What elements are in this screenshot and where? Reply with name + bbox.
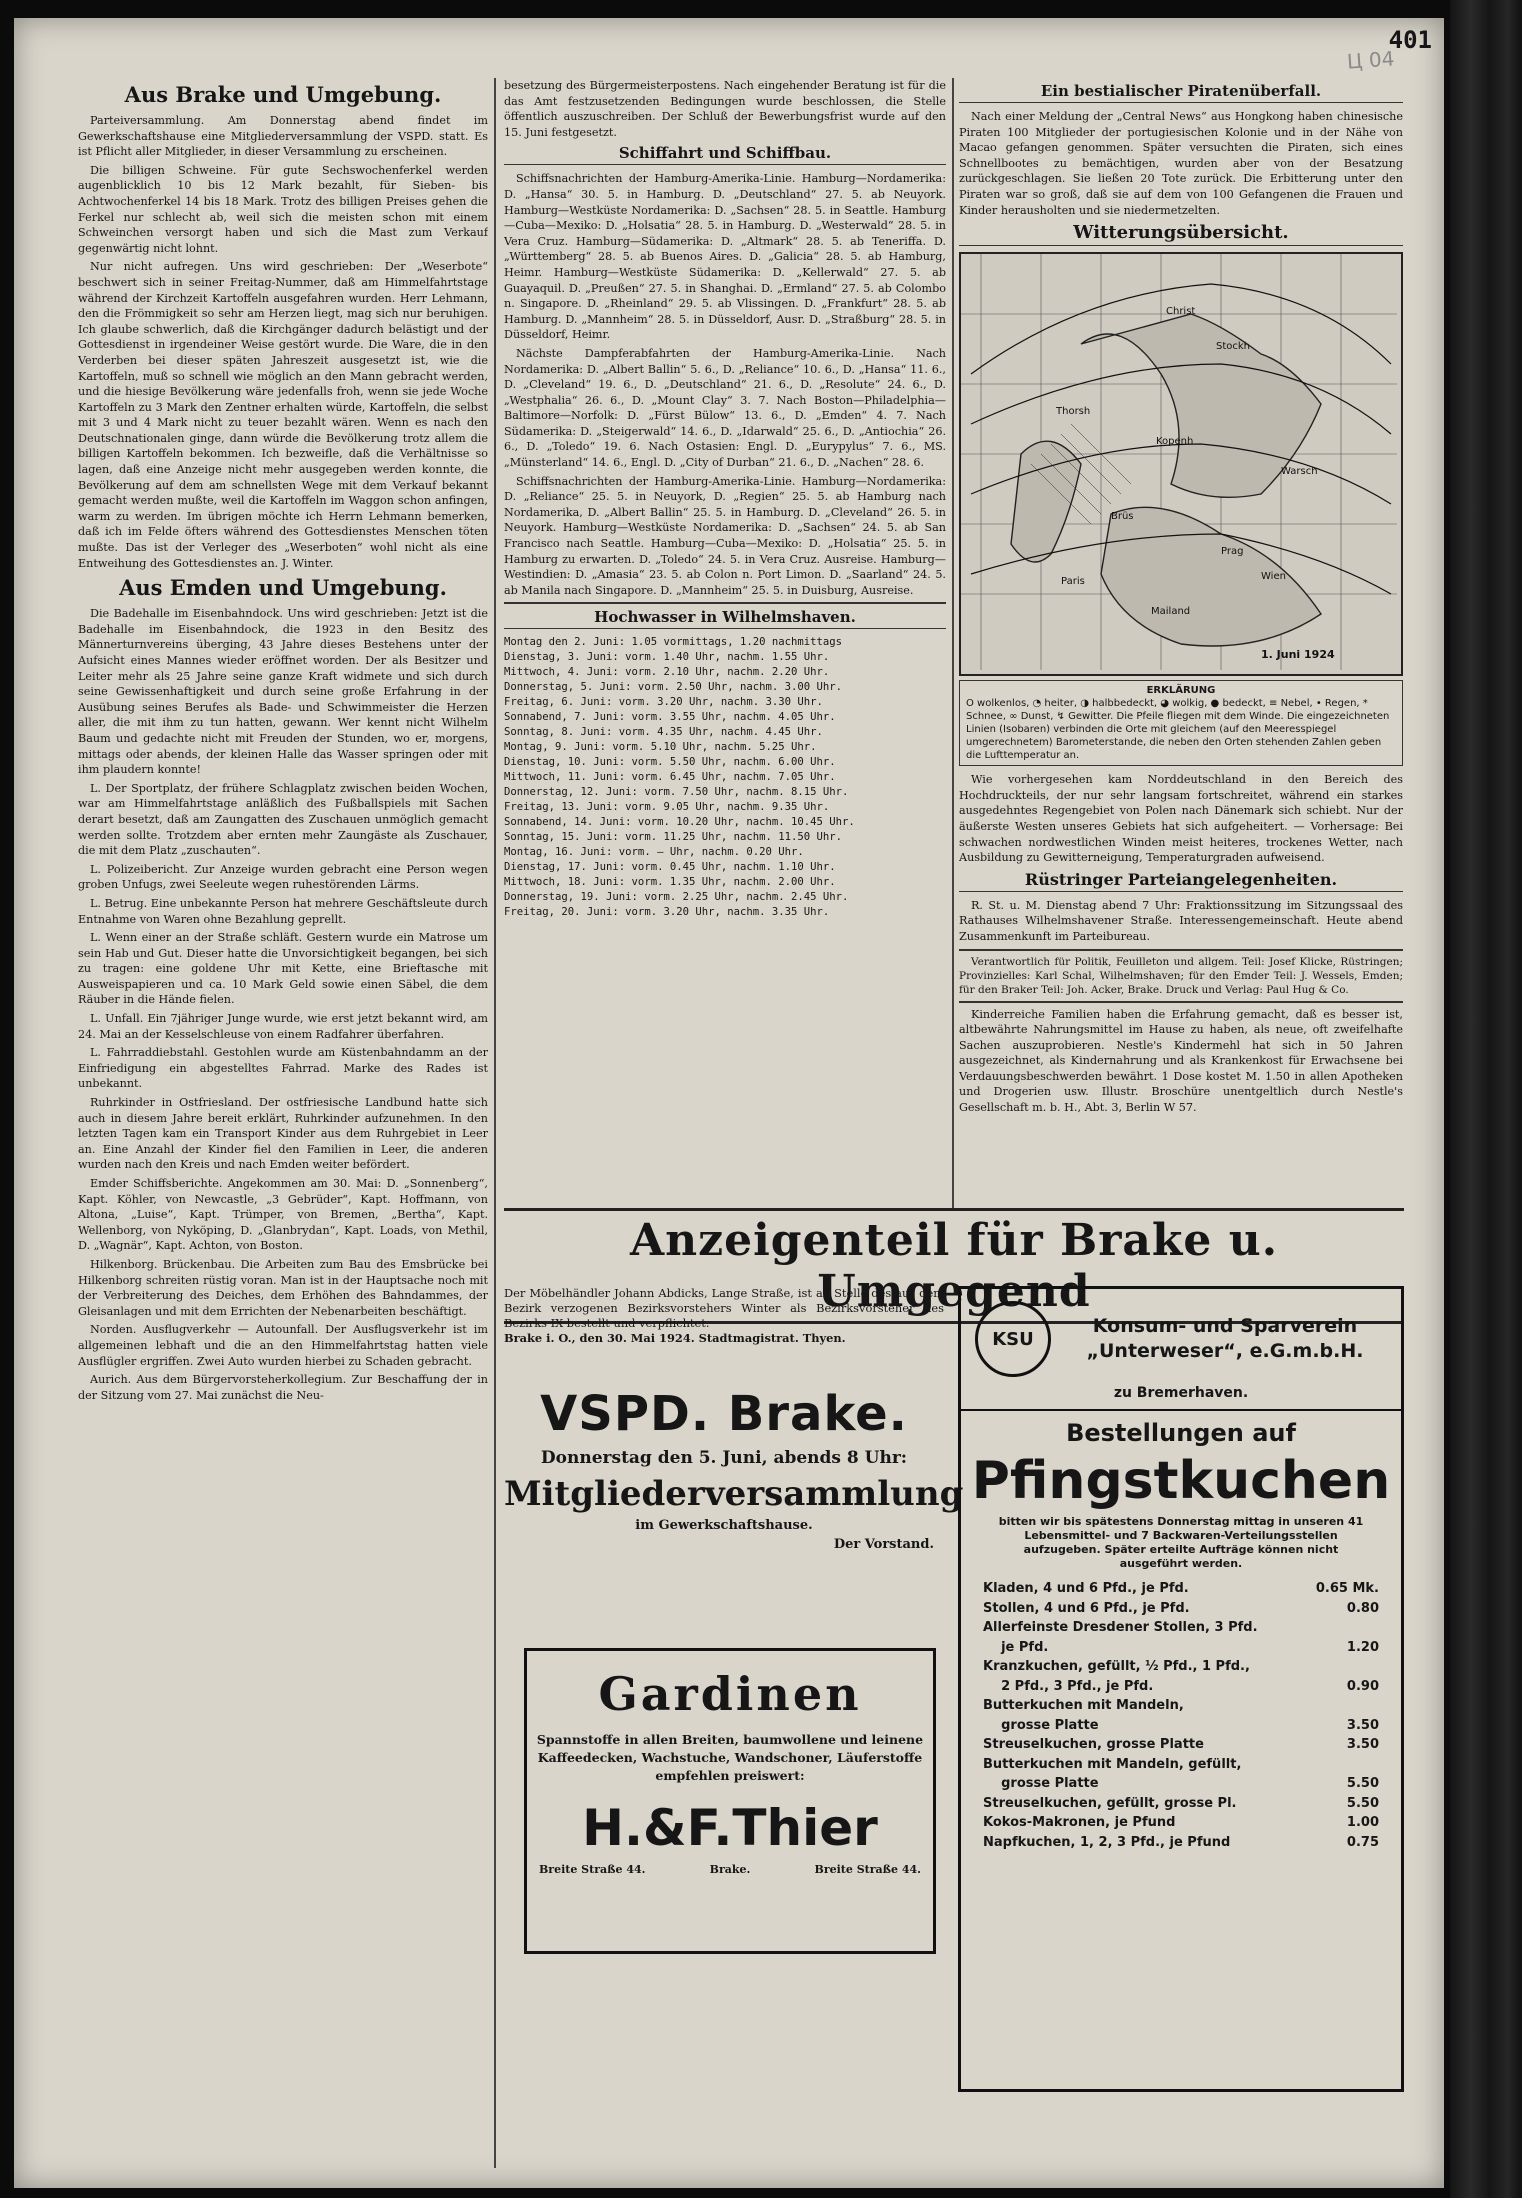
shipping-paragraph: Schiffsnachrichten der Hamburg-Amerika-Linie. Hamburg—Nordamerika: D. „Hansa“ 30. 5. in Hamburg. D. „Deutschland“ 27. 5. ab Neuyork. Hamburg—Westküste Nordamerika: D. „Sachsen“ 28. 5. in Seattle. Hamburg—Cuba—Mexiko: D. „Holsatia“ 28. 5. in Hamburg. D. „Westerwald“ 28. 5. in Vera Cruz. Hamburg—Südamerika: D. „Altmark“ 28. 5. ab Teneriffa. D. „Württemberg“ 28. 5. ab Buenos Aires. D. „Galicia“ 28. 5. ab Hamburg, Heimr. Hamburg—Westküste Südamerika: D. „Kellerwald“ 27. 5. ab Guayaquil. D. „Preußen“ 27. 5. in Shanghai. D. „Ermland“ 27. 5. ab Colombo n. Singapore. D. „Rheinland“ 29. 5. ab Vlissingen. D. „Frankfurt“ 28. 5. ab Hamburg. D. „Mannheim“ 28. 5. in Düsseldorf, Ausr. D. „Straßburg“ 28. 5. in Düsseldorf, Heimr. <box>504 172 946 342</box>
emden-articles <box>78 606 488 1403</box>
brake-paragraph: Die billigen Schweine. Für gute Sechswochenferkel werden augenblicklich 10 bis 12 Mark bezahlt, für Sieben- bis Achtwochenferkel 14 bis 18 Mark. Trotz des billigen Preises gehen die Ferkel nur schlecht ab, weil sich die meisten schon mit einem Schweinchen versorgt haben und sich die Mast zum Verkauf gegenwärtig nicht lohnt. <box>78 163 488 255</box>
archive-stamp: Ц 04 <box>1345 46 1395 74</box>
weather-map <box>959 252 1403 676</box>
map-city-label: Brüs <box>1111 511 1134 523</box>
price-item: grosse Platte <box>983 1776 1099 1791</box>
emden-paragraph: Ruhrkinder in Ostfriesland. Der ostfriesische Landbund hatte sich auch in diesem Jahre bereit erklärt, Ruhrkinder aufzunehmen. In den letzten Tagen kam ein Transport Kinder aus dem Ruhrgebiet in Leer an. Eine Anzahl der Kinder fiel den Familien in Leer, die anderen wurden nach den Kreis und nach Emden weiter befördert. <box>78 1096 488 1172</box>
shipping-articles <box>504 171 946 598</box>
price-row <box>983 1794 1379 1814</box>
vspd-date: Donnerstag den 5. Juni, abends 8 Uhr: <box>540 1448 908 1468</box>
tide-row: Donnerstag, 19. Juni: vorm. 2.25 Uhr, nachm. 2.45 Uhr. <box>504 891 849 904</box>
price-value: 3.50 <box>1346 1737 1379 1752</box>
price-value: 5.50 <box>1346 1776 1379 1791</box>
ad-section-title: Anzeigenteil für Brake u. Umgegend <box>504 1208 1404 1324</box>
legend-text: O wolkenlos, ◔ heiter, ◑ halbbedeckt, ◕ wolkig, ● bedeckt, ≡ Nebel, • Regen, * Schnee, ∞ Dunst, ↯ Gewitter. Die Pfeile fliegen mit dem Winde. Die eingezeichneten Linien (Isobaren) verbinden die Orte mit gleichem (auf den Meeresspiegel umgerechnetem) Barometerstande, die neben den Orten stehenden Zahlen geben die Lufttemperatur an. <box>966 698 1390 762</box>
price-value <box>1315 1696 1379 1716</box>
brake-heading: Aus Brake und Umgebung. <box>124 82 442 107</box>
konsum-logo: KSU <box>975 1301 1051 1377</box>
emden-paragraph: L. Fahrraddiebstahl. Gestohlen wurde am Küstenbahndamm an der Einfriedigung ein abgestelltes Fahrrad. Marke des Rades ist unbekannt. <box>78 1046 488 1091</box>
tide-row: Mittwoch, 4. Juni: vorm. 2.10 Uhr, nachm. 2.20 Uhr. <box>504 666 830 679</box>
map-city-label: Mailand <box>1151 606 1191 618</box>
tide-row: Sonnabend, 14. Juni: vorm. 10.20 Uhr, nachm. 10.45 Uhr. <box>504 816 855 829</box>
brake-articles <box>78 113 488 571</box>
price-value: 0.90 <box>1346 1678 1379 1694</box>
tide-row: Montag, 16. Juni: vorm. — Uhr, nachm. 0.20 Uhr. <box>504 846 804 859</box>
emden-paragraph: L. Der Sportplatz, der frühere Schlagplatz zwischen beiden Wochen, war am Himmelfahrtstage anläßlich des Fußballspiels mit Sachen derart besetzt, daß am Zaungatten des Zuschauen unmöglich gemacht werden sollte. Trotzdem aber ernten mehr Zaungäste als Zuschauer, die mit dem Platz „zuschauten“. <box>78 781 488 858</box>
price-row <box>983 1677 1379 1697</box>
map-city-label: Stockh <box>1216 341 1251 353</box>
vspd-ad <box>504 1386 964 1606</box>
gardinen-ad <box>524 1648 936 1954</box>
emden-paragraph: Aurich. Aus dem Bürgervorsteherkollegium. Zur Beschaffung der in der Sitzung vom 27. Mai zunächst die Neu- <box>78 1373 488 1402</box>
address-left: Breite Straße 44. <box>539 1863 646 1876</box>
page-number: 401 <box>1388 26 1432 54</box>
price-item: Stollen, 4 und 6 Pfd., je Pfd. <box>983 1600 1190 1616</box>
map-city-label: Kopenh <box>1156 436 1194 448</box>
price-item: Kokos-Makronen, je Pfund <box>983 1815 1176 1830</box>
price-row <box>983 1833 1379 1853</box>
emden-paragraph: Norden. Ausflugverkehr — Autounfall. Der Ausflugsverkehr ist im allgemeinen lebhaft und die an den Himmelfahrtstag hatten viele Ausflügler ergriffen. Zwei Auto wurden hierbei zu Schaden gebracht. <box>78 1323 488 1368</box>
tide-row: Sonntag, 8. Juni: vorm. 4.35 Uhr, nachm. 4.45 Uhr. <box>504 726 823 739</box>
price-item: Streuselkuchen, gefüllt, grosse Pl. <box>983 1795 1237 1811</box>
nestle-notice: Kinderreiche Familien haben die Erfahrung gemacht, daß es besser ist, altbewährte Nahrungsmittel im Hause zu haben, als neue, oft zweifelhafte Sachen auszuprobieren. Nestle's Kindermehl hat sich in 50 Jahren ausgezeichnet, als Kindernahrung und als Krankenkost für Erwachsene bei Verdauungsbeschwerden bewährt. 1 Dose kostet M. 1.50 in allen Apotheken und Drogerien usw. Illustr. Broschüre unentgeltlich durch Nestle's Gesellschaft m. b. H., Abt. 3, Berlin W 57. <box>959 1007 1403 1115</box>
price-value <box>1315 1618 1379 1638</box>
address-town: Brake. <box>709 1863 751 1876</box>
map-city-label: Christ <box>1166 306 1196 318</box>
tide-row: Freitag, 13. Juni: vorm. 9.05 Uhr, nachm. 9.35 Uhr. <box>504 801 830 814</box>
price-value <box>1315 1755 1379 1775</box>
column-left <box>78 78 488 2168</box>
konsum-title: Pfingstkuchen <box>971 1451 1391 1511</box>
price-value: 1.00 <box>1346 1815 1379 1830</box>
price-item: grosse Platte <box>983 1717 1099 1733</box>
price-value: 0.80 <box>1346 1600 1379 1616</box>
column-middle <box>504 78 946 1256</box>
konsum-note: bitten wir bis spätestens Donnerstag mittag in unseren 41 Lebensmittel- und 7 Backwaren-Verteilungsstellen aufzugeben. Später erteilte Aufträge können nicht ausgeführt werden. <box>998 1515 1364 1570</box>
party-notice: R. St. u. M. Dienstag abend 7 Uhr: Fraktionssitzung im Sitzungssaal des Rathauses Wilhelmshavener Straße. Interessengemeinschaft. Heute abend Zusammenkunft im Parteibureau. <box>959 898 1403 943</box>
weather-map-drawing <box>961 254 1397 670</box>
konsum-header <box>961 1289 1401 1383</box>
tide-row: Freitag, 6. Juni: vorm. 3.20 Uhr, nachm. 3.30 Uhr. <box>504 696 823 709</box>
price-row <box>983 1579 1379 1599</box>
price-item: je Pfd. <box>983 1639 1049 1655</box>
price-value: 0.65 Mk. <box>1315 1581 1379 1596</box>
emden-heading: Aus Emden und Umgebung. <box>119 575 447 601</box>
price-item: Kladen, 4 und 6 Pfd., je Pfd. <box>983 1581 1189 1596</box>
price-item: Butterkuchen mit Mandeln, gefüllt, <box>983 1756 1242 1772</box>
brake-paragraph: Parteiversammlung. Am Donnerstag abend findet im Gewerkschaftshause eine Mitgliederversammlung der VSPD. statt. Es ist Pflicht aller Mitglieder, in dieser Versammlung zu erscheinen. <box>78 114 488 159</box>
gardinen-address <box>527 1863 933 1876</box>
column-rule <box>952 78 954 1208</box>
brake-paragraph: Nur nicht aufregen. Uns wird geschrieben: Der „Weserbote“ beschwert sich in seiner Freitag-Nummer, daß am Himmelfahrtstage während der Kirchzeit Kartoffeln ausgefahren wurden. Herr Lehmann, den die Frömmigkeit so sehr am Herzen liegt, mag sich nur beruhigen. Ich glaube schwerlich, daß die Kirchgänger dadurch belästigt und der Gottesdienst in irgendeiner Weise gestört wurde. Die Ware, die in den Verderben bei dieser späten Jahreszeit ausgesetzt ist, wie die Kartoffeln, muß so schnell wie möglich an den Mann gebracht werden, und die hiesige Bevölkerung wäre jedenfalls froh, wenn sie jede Woche Kartoffeln zu 3 Mark den Zentner erhalten würde, Kartoffeln, die selbst mit 3 und 4 Mark nicht zu teuer bezahlt wären. Wenn es nach den Deutschnationalen ginge, dann würde die Bevölkerung trotz allem die billigen Kartoffeln bekommen. Ich bezweifle, daß die Verhältnisse so lagen, daß eine Anzeige nicht mehr ausgegeben werden konnte, die Bevölkerung auf dem am schnellsten Wege mit dem Verkauf bekannt gemacht werden mußte, weil die Kartoffeln im Waggon schon anfingen, warm zu werden. Im übrigen möchte ich Herrn Lehmann bemerken, daß ich im Felde öfters während des Gottesdienstes Menschen töten mußte. Das ist der Verleger des „Weserboten“ wohl nicht als eine Entweihung des Gottesdienstes an. J. Winter. <box>78 260 488 570</box>
party-heading: Rüstringer Parteiangelegenheiten. <box>959 870 1403 892</box>
weather-heading: Witterungsübersicht. <box>959 222 1403 246</box>
tide-row: Donnerstag, 5. Juni: vorm. 2.50 Uhr, nachm. 3.00 Uhr. <box>504 681 843 694</box>
price-row <box>983 1735 1379 1755</box>
map-city-label: Paris <box>1061 576 1085 588</box>
price-list <box>983 1579 1379 1852</box>
gardinen-title: Gardinen <box>598 1667 862 1721</box>
map-city-label: Thorsh <box>1056 406 1091 418</box>
tide-row: Sonntag, 15. Juni: vorm. 11.25 Uhr, nachm. 11.50 Uhr. <box>504 831 843 844</box>
emden-paragraph: L. Betrug. Eine unbekannte Person hat mehrere Geschäftsleute durch Entnahme von Waren ohne Bezahlung geprellt. <box>78 896 488 926</box>
divider <box>504 602 946 604</box>
tide-row: Montag den 2. Juni: 1.05 vormittags, 1.20 nachmittags <box>504 636 843 649</box>
divider <box>959 1001 1403 1003</box>
price-row <box>983 1774 1379 1794</box>
emden-paragraph: L. Wenn einer an der Straße schläft. Gestern wurde ein Matrose um sein Hab und Gut. Dieser hatte die Unvorsichtigkeit begangen, bei sich zu tragen: eine goldene Uhr mit Kette, eine Brieftasche mit Ausweispapieren und ca. 10 Mark Geld sowie einen Säbel, die dem Räuber in die Hände fielen. <box>78 931 488 1007</box>
imprint: Verantwortlich für Politik, Feuilleton und allgem. Teil: Josef Klicke, Rüstringen; Provinzielles: Karl Schal, Wilhelmshaven; für den Emder Teil: J. Wessels, Emden; für den Braker Teil: Joh. Acker, Brake. Druck und Verlag: Paul Hug & Co. <box>959 955 1403 996</box>
price-value: 1.20 <box>1346 1639 1379 1655</box>
price-row <box>983 1696 1379 1716</box>
bezirksvorsteher-notice <box>504 1286 944 1376</box>
gardinen-firm: H.&F.Thier <box>582 1799 878 1857</box>
price-value: 0.75 <box>1346 1834 1379 1850</box>
tide-table <box>504 635 946 920</box>
price-item: Napfkuchen, 1, 2, 3 Pfd., je Pfund <box>983 1834 1231 1850</box>
price-row <box>983 1618 1379 1638</box>
tide-row: Donnerstag, 12. Juni: vorm. 7.50 Uhr, nachm. 8.15 Uhr. <box>504 786 849 799</box>
vspd-place: im Gewerkschaftshause. <box>635 1518 813 1533</box>
tide-row: Mittwoch, 11. Juni: vorm. 6.45 Uhr, nachm. 7.05 Uhr. <box>504 771 836 784</box>
notice-text: Der Möbelhändler Johann Abdicks, Lange Straße, ist an Stelle des aus dem Bezirk verzogenen Bezirksvorstehers Winter als Bezirksvorsteher des Bezirks IX bestellt und verpflichtet. <box>504 1286 944 1330</box>
weather-forecast: Wie vorhergesehen kam Norddeutschland in den Bereich des Hochdruckteils, der nur sehr langsam fortschreitet, während ein starkes ausgedehntes Regengebiet von Polen nach Dänemark sich schiebt. Nur der äußerste Westen unseres Gebiets hat sich aufgeheitert. — Vorhersage: Bei schwachen nordwestlichen Winden meist heiteres, trockenes Wetter, nach Ausbildung zu Gewitterneigung, Temperaturgraden aufweisend. <box>959 773 1403 865</box>
emden-paragraph: L. Polizeibericht. Zur Anzeige wurden gebracht eine Person wegen groben Unfugs, zwei Seeleute wegen ruhestörenden Lärms. <box>78 862 488 892</box>
price-row <box>983 1599 1379 1619</box>
map-city-label: Prag <box>1221 546 1244 558</box>
konsum-location: zu Bremerhaven. <box>1113 1385 1249 1401</box>
price-item: Streuselkuchen, grosse Platte <box>983 1737 1204 1752</box>
vspd-event: Mitgliederversammlung <box>504 1474 964 1514</box>
notice-signature: Brake i. O., den 30. Mai 1924. Stadtmagistrat. Thyen. <box>504 1331 846 1345</box>
gardinen-text: Spannstoffe in allen Breiten, baumwollene und leinene Kaffeedecken, Wachstuche, Wandschoner, Läuferstoffe empfehlen preiswert: <box>536 1732 924 1783</box>
shipping-paragraph: Nächste Dampferabfahrten der Hamburg-Amerika-Linie. Nach Nordamerika: D. „Albert Ballin“ 5. 6., D. „Reliance“ 10. 6., D. „Hansa“ 11. 6., D. „Cleveland“ 19. 6., D. „Deutschland“ 21. 6., D. „Resolute“ 24. 6., D. „Westphalia“ 26. 6., D. „Mount Clay“ 3. 7. Nach Boston—Philadelphia—Baltimore—Norfolk: D. „Fürst Bülow“ 13. 6., D. „Emden“ 4. 7. Nach Südamerika: D. „Steigerwald“ 14. 6., D. „Idarwald“ 25. 6., D. „Antiochia“ 26. 6., D. „Toledo“ 19. 6. Nach Ostasien: Engl. D. „Eurypylus“ 7. 6., MS. „Münsterland“ 14. 6., Engl. D. „City of Durban“ 21. 6., D. „Nachen“ 28. 6. <box>504 346 946 470</box>
address-right: Breite Straße 44. <box>814 1863 921 1876</box>
council-article: besetzung des Bürgermeisterpostens. Nach eingehender Beratung ist für die das Amt festzusetzenden Bedingungen wurde beschlossen, die Stelle öffentlich auszuschreiben. Der Schluß der Bewerbungsfrist wurde auf den 15. Juni festgesetzt. <box>504 79 946 139</box>
konsum-ad <box>958 1286 1404 2092</box>
tide-heading: Hochwasser in Wilhelmshaven. <box>504 608 946 629</box>
price-value: 3.50 <box>1346 1717 1379 1733</box>
tide-row: Dienstag, 17. Juni: vorm. 0.45 Uhr, nachm. 1.10 Uhr. <box>504 861 836 874</box>
emden-paragraph: Hilkenborg. Brückenbau. Die Arbeiten zum Bau des Emsbrücke bei Hilkenborg schreiten rüstig voran. Man ist in der Hauptsache noch mit der Verbreiterung des Deiches, dem Erhöhen des Bahndammes, der Gleisanlagen und mit dem Errichten der Nebenarbeiten beschäftigt. <box>78 1257 488 1318</box>
newspaper-page <box>14 18 1444 2188</box>
price-value: 5.50 <box>1346 1795 1379 1811</box>
pirate-article: Nach einer Meldung der „Central News“ aus Hongkong haben chinesische Piraten 100 Mitglieder der portugiesischen Kolonie und in der Nähe von Macao gefangen genommen. Später versuchten die Piraten, sich eines Schnellbootes zu bemächtigen, wurden aber von der Besatzung zurückgeschlagen. Sie ließen 20 Tote zurück. Die Erbitterung unter den Piraten war so groß, daß sie auf dem von 100 Gefangenen die Frauen und Kinder herausholten und sie niedermetzelten. <box>959 110 1403 217</box>
shipping-paragraph: Schiffsnachrichten der Hamburg-Amerika-Linie. Hamburg—Nordamerika: D. „Reliance“ 25. 5. in Neuyork, D. „Regien“ 25. 5. ab Hamburg nach Nordamerika, D. „Albert Ballin“ 25. 5. in Hamburg. D. „Cleveland“ 26. 5. in Neuyork. Hamburg—Westküste Nordamerika: D. „Sachsen“ 24. 5. ab San Francisco nach Seattle. Hamburg—Cuba—Mexiko: D. „Holsatia“ 25. 5. in Hamburg zu erwarten. D. „Toledo“ 24. 5. in Vera Cruz. Ausreise. Hamburg—Westindien: D. „Amasia“ 23. 5. ab Colon n. Port Limon. D. „Saarland“ 24. 5. ab Manila nach Singapore. D. „Mannheim“ 25. 5. in Duisburg, Ausreise. <box>504 474 946 597</box>
column-rule <box>494 78 496 2168</box>
price-item: Allerfeinste Dresdener Stollen, 3 Pfd. <box>983 1620 1258 1635</box>
column-right <box>959 78 1403 1256</box>
price-row <box>983 1657 1379 1677</box>
emden-paragraph: L. Unfall. Ein 7jähriger Junge wurde, wie erst jetzt bekannt wird, am 24. Mai an der Kesselschleuse von einem Radfahrer überfahren. <box>78 1012 488 1041</box>
emden-paragraph: Emder Schiffsberichte. Angekommen am 30. Mai: D. „Sonnenberg“, Kapt. Köhler, von Newcastle, „3 Gebrüder“, Kapt. Hoffmann, von Altona, „Luise“, Kapt. Trümper, von Bremen, „Bertha“, Kapt. Wellenborg, von Nyköping, D. „Glanbrydan“, Kapt. Loads, von Methil, D. „Wagnär“, Kapt. Achton, von Boston. <box>78 1177 488 1253</box>
vspd-title: VSPD. Brake. <box>540 1386 908 1442</box>
ad-section <box>504 1208 1404 2168</box>
price-row <box>983 1755 1379 1775</box>
konsum-name: Konsum- und Sparverein „Unterweser“, e.G.m.b.H. <box>1086 1315 1364 1362</box>
price-value <box>1315 1657 1379 1677</box>
price-row <box>983 1638 1379 1658</box>
vspd-signature: Der Vorstand. <box>833 1537 934 1552</box>
price-item: Kranzkuchen, gefüllt, ½ Pfd., 1 Pfd., <box>983 1659 1250 1674</box>
tide-row: Dienstag, 3. Juni: vorm. 1.40 Uhr, nachm. 1.55 Uhr. <box>504 651 830 664</box>
tide-row: Montag, 9. Juni: vorm. 5.10 Uhr, nachm. 5.25 Uhr. <box>504 741 817 754</box>
legend-title: ERKLÄRUNG <box>1146 685 1216 697</box>
shipping-heading: Schiffahrt und Schiffbau. <box>504 144 946 165</box>
divider <box>959 949 1403 951</box>
book-edge <box>1450 0 1522 2198</box>
price-row <box>983 1813 1379 1833</box>
price-item: Butterkuchen mit Mandeln, <box>983 1698 1184 1713</box>
map-legend <box>959 680 1403 766</box>
tide-row: Mittwoch, 18. Juni: vorm. 1.35 Uhr, nachm. 2.00 Uhr. <box>504 876 836 889</box>
map-city-label: Warsch <box>1281 466 1318 478</box>
tide-row: Freitag, 20. Juni: vorm. 3.20 Uhr, nachm. 3.35 Uhr. <box>504 906 830 919</box>
pirate-heading: Ein bestialischer Piratenüberfall. <box>959 82 1403 103</box>
konsum-order-label: Bestellungen auf <box>961 1409 1401 1447</box>
tide-row: Dienstag, 10. Juni: vorm. 5.50 Uhr, nachm. 6.00 Uhr. <box>504 756 836 769</box>
price-item: 2 Pfd., 3 Pfd., je Pfd. <box>983 1678 1154 1694</box>
tide-row: Sonnabend, 7. Juni: vorm. 3.55 Uhr, nachm. 4.05 Uhr. <box>504 711 836 724</box>
map-city-label: Wien <box>1261 571 1286 583</box>
map-date: 1. Juni 1924 <box>1261 648 1335 662</box>
emden-paragraph: Die Badehalle im Eisenbahndock. Uns wird geschrieben: Jetzt ist die Badehalle im Eisenbahndock, die 1923 in den Besitz des Männerturnvereins überging, 43 Jahre dieses Bestehens unter der Aufsicht eines Mannes wieder eröffnet worden. Der als Besitzer und Leiter mehr als 25 Jahre seine ganze Kraft widmete und sich durch seine Gewissenhaftigkeit und durch seine große Erfahrung in der Ausübung seines Berufes als Bade- und Schwimmeister die Herzen aller, die mit ihm zu tun hatten, gewann. Wer kennt nicht Wilhelm Baum und gedachte nicht mit Freuden der Stunden, wo er, morgens, mittags oder abends, der kleinen Halle das Wasser springen oder mit ihm plaudern konnte! <box>78 607 488 777</box>
price-row <box>983 1716 1379 1736</box>
